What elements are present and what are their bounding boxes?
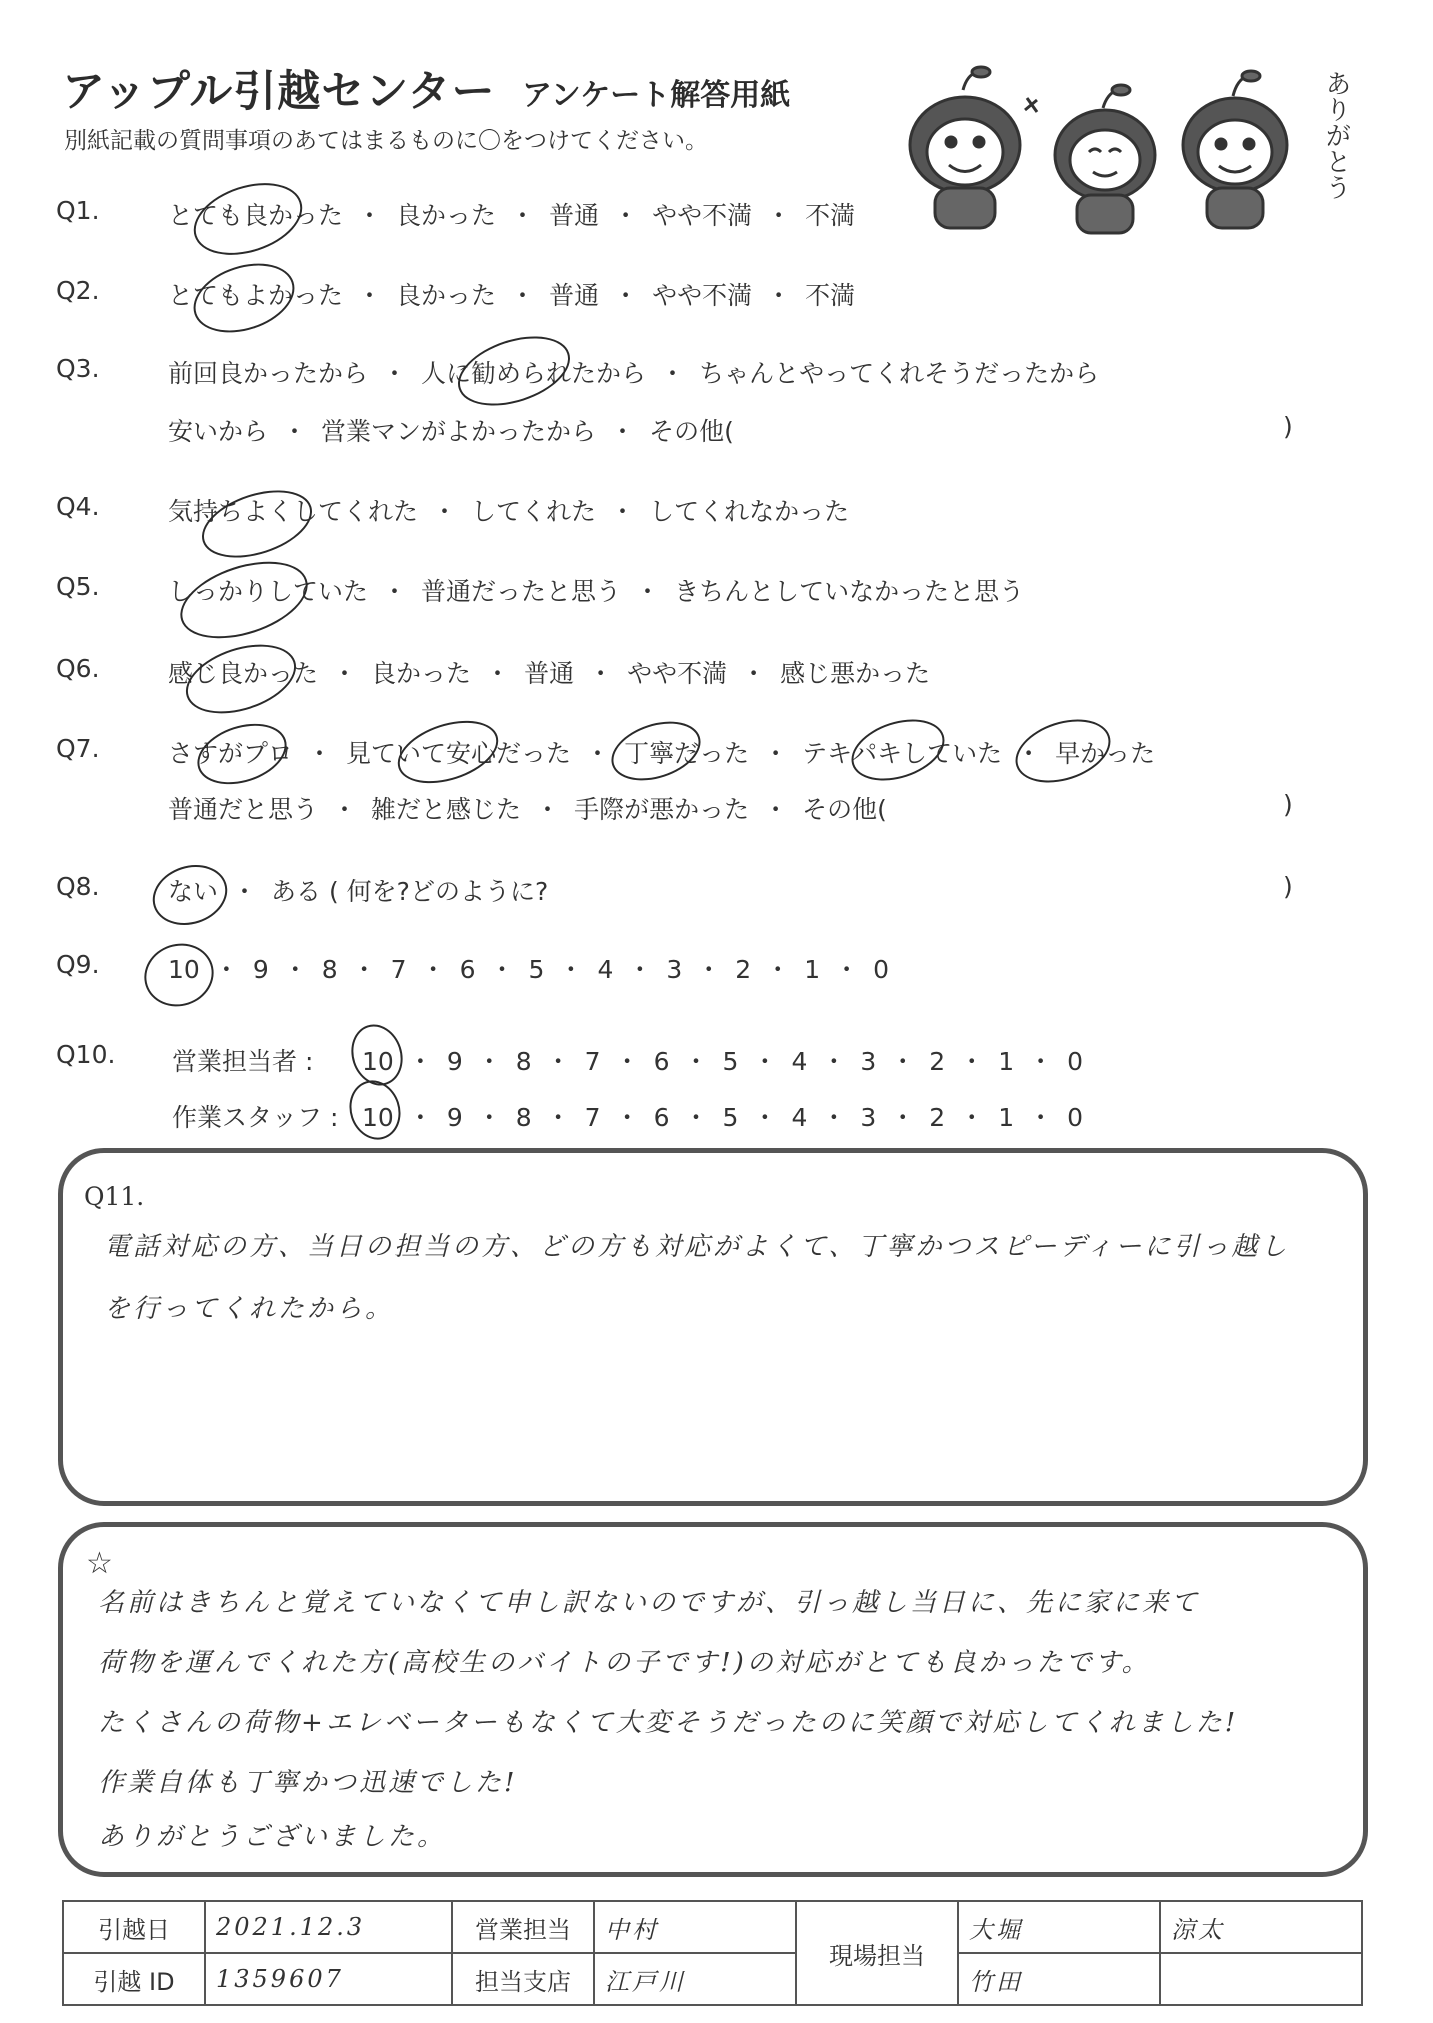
separator: ・ — [763, 739, 789, 768]
selection-circle — [844, 709, 953, 792]
answer-option[interactable]: 7 — [390, 955, 407, 984]
separator: ・ — [890, 1047, 916, 1076]
answer-option[interactable]: 普通 — [549, 281, 600, 310]
answer-option[interactable]: 早かった — [1055, 739, 1156, 768]
question-label: Q3. — [56, 354, 100, 383]
separator: ・ — [307, 739, 333, 768]
answer-option[interactable]: してくれなかった — [649, 497, 850, 526]
answer-option[interactable]: 安いから — [168, 417, 269, 446]
scale-option[interactable]: 5 — [722, 1047, 739, 1076]
comment-line-5: ありがとうございました。 — [98, 1822, 447, 1852]
company-name: アップル引越センター — [62, 67, 496, 117]
scale-option[interactable]: 7 — [584, 1103, 601, 1132]
separator: ・ — [696, 955, 722, 984]
scale-option[interactable]: 2 — [929, 1103, 946, 1132]
answer-option[interactable]: やや不満 — [652, 281, 753, 310]
answer-option[interactable]: きちんとしていなかったと思う — [674, 577, 1025, 606]
separator: ・ — [1028, 1103, 1054, 1132]
answer-option[interactable]: やや不満 — [652, 201, 753, 230]
selection-circle — [190, 713, 295, 795]
answer-option[interactable]: 気持ちよくしてくれた — [168, 497, 419, 526]
move-date-label: 引越日 — [63, 1901, 205, 1953]
separator: ・ — [614, 1103, 640, 1132]
separator: ・ — [613, 201, 639, 230]
question-label: Q9. — [56, 950, 100, 979]
q10-scale — [362, 1098, 1083, 1134]
separator: ・ — [613, 281, 639, 310]
separator: ・ — [351, 955, 377, 984]
branch-value: 江戸川 — [594, 1953, 796, 2005]
answer-option[interactable]: ちゃんとやってくれそうだったから — [699, 359, 1100, 388]
question-label: Q5. — [56, 572, 100, 601]
separator: ・ — [545, 1103, 571, 1132]
answer-option[interactable]: その他( — [802, 795, 887, 824]
answer-option[interactable]: 手際が悪かった — [574, 795, 750, 824]
selection-circle — [342, 1074, 408, 1147]
separator: ・ — [282, 955, 308, 984]
separator: ・ — [407, 1103, 433, 1132]
separator: ・ — [1016, 739, 1042, 768]
selection-circle — [604, 711, 708, 791]
answer-option[interactable]: 営業マンがよかったから — [321, 417, 597, 446]
separator: ・ — [683, 1103, 709, 1132]
separator: ・ — [834, 955, 860, 984]
scale-option[interactable]: 4 — [791, 1047, 808, 1076]
answer-option[interactable]: 雑だと感じた — [371, 795, 522, 824]
separator: ・ — [752, 1103, 778, 1132]
separator: ・ — [610, 417, 636, 446]
separator: ・ — [766, 201, 792, 230]
scale-option[interactable]: 1 — [998, 1103, 1015, 1132]
separator: ・ — [382, 577, 408, 606]
question-options — [168, 412, 734, 448]
answer-option[interactable]: 人に勧められたから — [421, 359, 647, 388]
separator: ・ — [545, 1047, 571, 1076]
answer-option[interactable]: 不満 — [805, 281, 856, 310]
separator: ・ — [420, 955, 446, 984]
answer-option[interactable]: 前回良かったから — [168, 359, 369, 388]
selection-circle — [449, 324, 578, 419]
answer-option[interactable]: 感じ悪かった — [780, 659, 931, 688]
answer-option[interactable]: 良かった — [396, 281, 497, 310]
sales-value: 中村 — [594, 1901, 796, 1953]
answer-option[interactable]: 1 — [804, 955, 821, 984]
answer-option[interactable]: 8 — [321, 955, 338, 984]
move-id-label: 引越 ID — [63, 1953, 205, 2005]
separator: ・ — [489, 955, 515, 984]
question-label: Q4. — [56, 492, 100, 521]
answer-option[interactable]: 6 — [459, 955, 476, 984]
answer-option[interactable]: やや不満 — [627, 659, 728, 688]
selection-circle — [136, 935, 222, 1016]
close-paren: ) — [1283, 790, 1293, 819]
answer-option[interactable]: 見ていて安心だった — [346, 739, 572, 768]
separator: ・ — [627, 955, 653, 984]
separator: ・ — [959, 1047, 985, 1076]
answer-option[interactable]: その他( — [649, 417, 734, 446]
answer-option[interactable]: ある ( 何を?どのように? — [271, 877, 549, 906]
answer-option[interactable]: とてもよかった — [168, 281, 344, 310]
separator: ・ — [635, 577, 661, 606]
answer-option[interactable]: 5 — [528, 955, 545, 984]
site-staff-2: 涼太 — [1160, 1901, 1362, 1953]
answer-option[interactable]: 0 — [873, 955, 890, 984]
q10-scale — [362, 1042, 1083, 1078]
separator: ・ — [476, 1047, 502, 1076]
answer-option[interactable]: 普通だったと思う — [421, 577, 622, 606]
q11-answer-line-2: を行ってくれたから。 — [104, 1294, 395, 1324]
answer-option[interactable]: ない — [168, 877, 219, 906]
document-title: アンケート解答用紙 — [522, 78, 791, 113]
separator: ・ — [752, 1047, 778, 1076]
star-mark: ☆ — [86, 1546, 113, 1581]
question-label: Q7. — [56, 734, 100, 763]
scale-option[interactable]: 0 — [1067, 1047, 1084, 1076]
q10-label: Q10. — [56, 1040, 116, 1069]
scale-option[interactable]: 9 — [446, 1103, 463, 1132]
comment-line-1: 名前はきちんと覚えていなくて申し訳ないのですが、引っ越し当日に、先に家に来て — [98, 1588, 1201, 1618]
scale-option[interactable]: 6 — [653, 1103, 670, 1132]
question-options — [168, 950, 889, 986]
answer-option[interactable]: してくれた — [471, 497, 597, 526]
scale-option[interactable]: 7 — [584, 1047, 601, 1076]
scale-option[interactable]: 2 — [929, 1047, 946, 1076]
separator: ・ — [766, 281, 792, 310]
separator: ・ — [282, 417, 308, 446]
scale-option[interactable]: 8 — [515, 1103, 532, 1132]
separator: ・ — [588, 659, 614, 688]
answer-option[interactable]: 普通だと思う — [168, 795, 319, 824]
answer-option[interactable]: テキパキしていた — [802, 739, 1003, 768]
site-staff-1: 大堀 — [958, 1901, 1160, 1953]
q11-answer-line-1: 電話対応の方、当日の担当の方、どの方も対応がよくて、丁寧かつスピーディーに引っ越し — [104, 1232, 1290, 1262]
separator: ・ — [821, 1103, 847, 1132]
q10-row-label: 作業スタッフ : — [172, 1103, 339, 1132]
separator: ・ — [683, 1047, 709, 1076]
site-label: 現場担当 — [796, 1901, 958, 2005]
q11-box — [58, 1148, 1368, 1506]
separator: ・ — [382, 359, 408, 388]
answer-option[interactable]: 普通 — [549, 201, 600, 230]
comment-line-2: 荷物を運んでくれた方(高校生のバイトの子です!)の対応がとても良かったです。 — [98, 1648, 1151, 1678]
footer-table — [62, 1900, 1363, 2006]
scale-option[interactable]: 10 — [362, 1103, 394, 1132]
separator: ・ — [485, 659, 511, 688]
answer-option[interactable]: 丁寧だった — [624, 739, 750, 768]
selection-circle — [185, 170, 312, 267]
answer-option[interactable]: 感じ良かった — [168, 659, 319, 688]
move-id-value: 1359607 — [205, 1953, 452, 2005]
separator: ・ — [232, 877, 258, 906]
scale-option[interactable]: 0 — [1067, 1103, 1084, 1132]
question-label: Q2. — [56, 276, 100, 305]
q11-label: Q11. — [84, 1182, 145, 1211]
separator: ・ — [510, 281, 536, 310]
sales-label: 営業担当 — [452, 1901, 594, 1953]
answer-option[interactable]: さすがプロ — [168, 739, 294, 768]
answer-option[interactable]: 2 — [735, 955, 752, 984]
selection-circle — [145, 856, 235, 935]
separator: ・ — [765, 955, 791, 984]
scale-option[interactable]: 3 — [860, 1103, 877, 1132]
separator: ・ — [558, 955, 584, 984]
scale-option[interactable]: 8 — [515, 1047, 532, 1076]
selection-circle — [171, 547, 318, 652]
separator: ・ — [357, 201, 383, 230]
selection-circle — [1007, 708, 1118, 793]
answer-option[interactable]: 3 — [666, 955, 683, 984]
separator: ・ — [432, 497, 458, 526]
separator: ・ — [357, 281, 383, 310]
answer-option[interactable]: 10 — [168, 955, 200, 984]
separator: ・ — [332, 795, 358, 824]
separator: ・ — [741, 659, 767, 688]
separator: ・ — [535, 795, 561, 824]
separator: ・ — [660, 359, 686, 388]
scale-option[interactable]: 5 — [722, 1103, 739, 1132]
separator: ・ — [476, 1103, 502, 1132]
q10-row-label: 営業担当者 : — [172, 1047, 314, 1076]
instructions: 別紙記載の質問事項のあてはまるものに〇をつけてください。 — [64, 128, 708, 154]
separator: ・ — [610, 497, 636, 526]
separator: ・ — [510, 201, 536, 230]
question-label: Q1. — [56, 196, 100, 225]
answer-option[interactable]: しっかりしていた — [168, 577, 369, 606]
site-staff-4 — [1160, 1953, 1362, 2005]
answer-option[interactable]: 不満 — [805, 201, 856, 230]
question-options — [168, 790, 887, 826]
answer-option[interactable]: 9 — [252, 955, 269, 984]
separator: ・ — [213, 955, 239, 984]
site-staff-3: 竹田 — [958, 1953, 1160, 2005]
separator: ・ — [959, 1103, 985, 1132]
separator: ・ — [585, 739, 611, 768]
thanks-text: ありがとう — [1321, 70, 1351, 200]
comment-line-3: たくさんの荷物+エレベーターもなくて大変そうだったのに笑顔で対応してくれました! — [98, 1708, 1239, 1738]
monkey-mascot-illustration — [905, 60, 1305, 244]
separator: ・ — [763, 795, 789, 824]
scale-option[interactable]: 4 — [791, 1103, 808, 1132]
question-options — [168, 354, 1099, 390]
question-label: Q6. — [56, 654, 100, 683]
answer-option[interactable]: 良かった — [396, 201, 497, 230]
separator: ・ — [1028, 1047, 1054, 1076]
separator: ・ — [890, 1103, 916, 1132]
question-label: Q8. — [56, 872, 100, 901]
answer-option[interactable]: とても良かった — [168, 201, 344, 230]
selection-circle — [390, 709, 506, 794]
scale-option[interactable]: 1 — [998, 1047, 1015, 1076]
answer-option[interactable]: 良かった — [371, 659, 472, 688]
close-paren: ) — [1283, 412, 1293, 441]
separator: ・ — [407, 1047, 433, 1076]
selection-circle — [177, 632, 305, 726]
separator: ・ — [821, 1047, 847, 1076]
move-date-value: 2021.12.3 — [205, 1901, 452, 1953]
scale-option[interactable]: 10 — [362, 1047, 394, 1076]
scale-option[interactable]: 3 — [860, 1047, 877, 1076]
scale-option[interactable]: 9 — [446, 1047, 463, 1076]
selection-circle — [185, 251, 304, 344]
scale-option[interactable]: 6 — [653, 1047, 670, 1076]
branch-label: 担当支店 — [452, 1953, 594, 2005]
separator: ・ — [332, 659, 358, 688]
answer-option[interactable]: 4 — [597, 955, 614, 984]
answer-option[interactable]: 普通 — [524, 659, 575, 688]
comment-line-4: 作業自体も丁寧かつ迅速でした! — [98, 1768, 518, 1798]
close-paren: ) — [1283, 872, 1293, 901]
separator: ・ — [614, 1047, 640, 1076]
